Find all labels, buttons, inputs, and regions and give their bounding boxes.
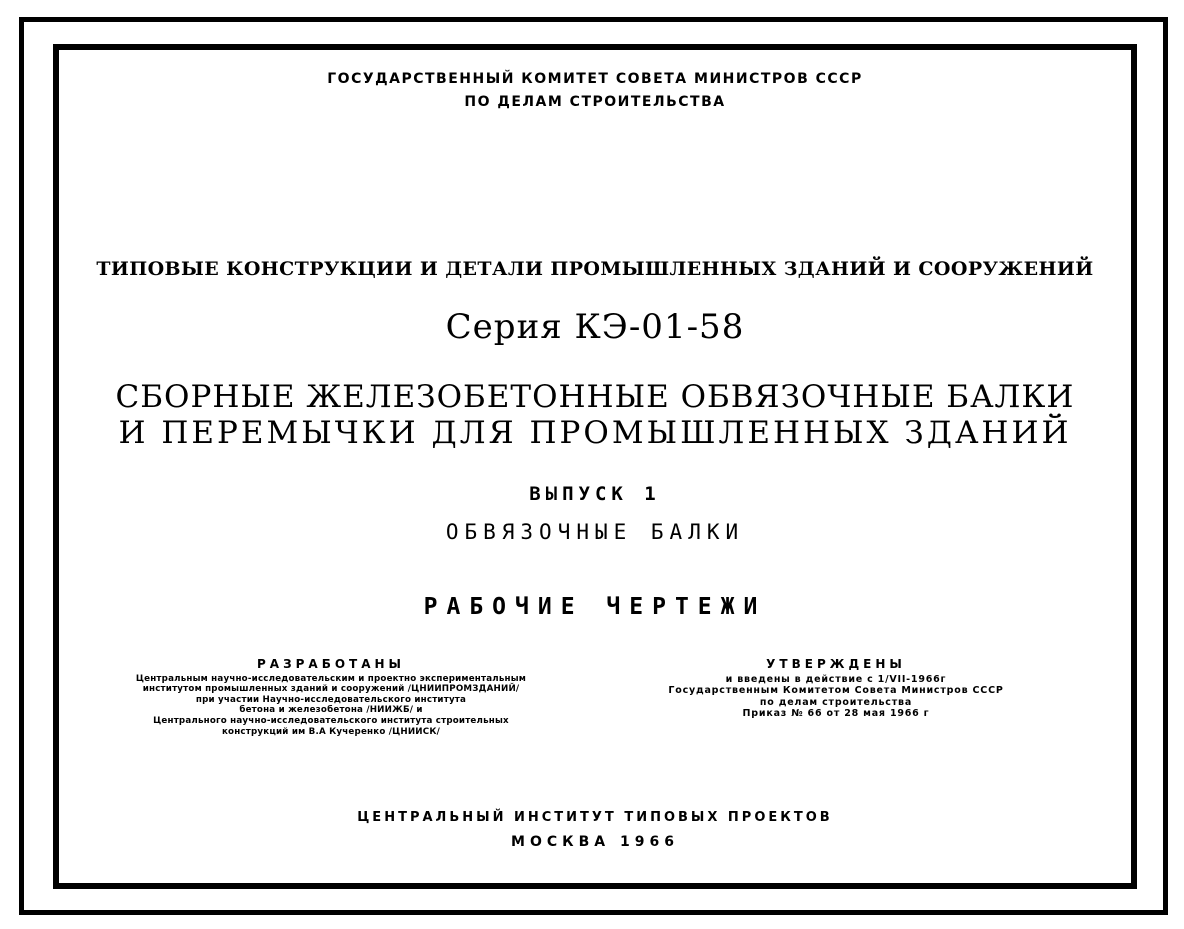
developed-line: при участии Научно-исследовательского института (195, 694, 467, 705)
issue-number: ВЫПУСК 1 (529, 483, 661, 505)
main-title-line-2: И ПЕРЕМЫЧКИ ДЛЯ ПРОМЫШЛЕННЫХ ЗДАНИЙ (118, 415, 1072, 451)
developed-heading: РАЗРАБОТАНЫ (257, 657, 405, 671)
approved-heading: УТВЕРЖДЕНЫ (766, 657, 906, 671)
developed-block (120, 657, 542, 737)
developed-line: конструкций им В.А Кучеренко /ЦНИИСК/ (221, 726, 441, 737)
publisher-institute: ЦЕНТРАЛЬНЫЙ ИНСТИТУТ ТИПОВЫХ ПРОЕКТОВ (357, 810, 833, 825)
approved-block (660, 657, 1012, 720)
city-and-year: МОСКВА 1966 (511, 834, 679, 850)
developed-line: Центрального научно-исследовательского института строительных (153, 716, 509, 727)
developed-line: бетона и железобетона /НИИЖБ/ и (239, 705, 423, 716)
approved-line: и введены в действие с 1/VII-1966г (725, 673, 947, 685)
committee-line-2: ПО ДЕЛАМ СТРОИТЕЛЬСТВА (464, 94, 726, 110)
series-title: Серия КЭ-01-58 (445, 307, 745, 347)
developed-line: институтом промышленных зданий и сооружений /ЦНИИПРОМЗДАНИЙ/ (142, 684, 520, 695)
developed-line: Центральным научно-исследовательским и проектно экспериментальным (135, 673, 527, 684)
inner-border (53, 44, 1137, 889)
document-type: РАБОЧИЕ ЧЕРТЕЖИ (423, 594, 767, 620)
committee-line-1: ГОСУДАРСТВЕННЫЙ КОМИТЕТ СОВЕТА МИНИСТРОВ СССР (327, 71, 863, 87)
approved-line: по делам строительства (759, 696, 913, 708)
collection-title: ТИПОВЫЕ КОНСТРУКЦИИ И ДЕТАЛИ ПРОМЫШЛЕННЫХ ЗДАНИЙ И СООРУЖЕНИЙ (96, 258, 1094, 280)
approved-line: Государственным Комитетом Совета Министров СССР (668, 685, 1004, 697)
main-title-line-1: СБОРНЫЕ ЖЕЛЕЗОБЕТОННЫЕ ОБВЯЗОЧНЫЕ БАЛКИ (115, 379, 1075, 415)
approved-line: Приказ № 66 от 28 мая 1966 г (742, 708, 930, 720)
issue-subtitle: ОБВЯЗОЧНЫЕ БАЛКИ (445, 520, 745, 544)
